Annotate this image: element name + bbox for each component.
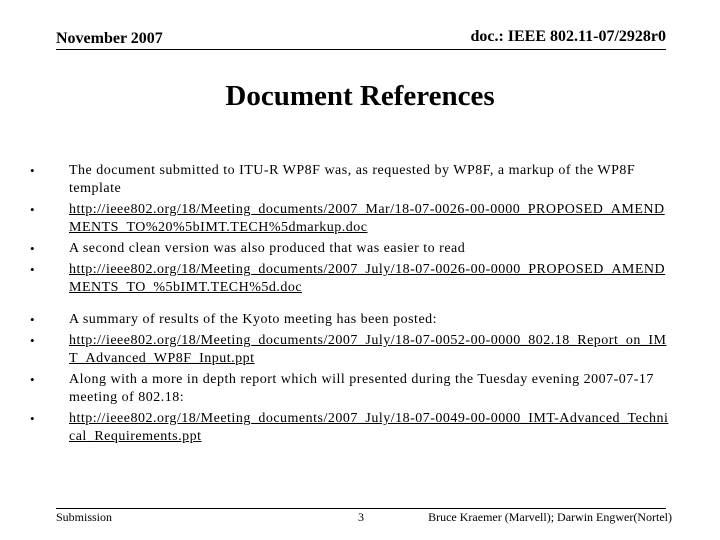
footer-authors: Bruce Kraemer (Marvell); Darwin Engwer(Nortel): [428, 510, 672, 524]
document-link[interactable]: http://ieee802.org/18/Meeting_documents/2007_July/18-07-0052-00-0000_802.18_Report_on_IMT_Advanced_WP8F_Input.ppt: [69, 333, 667, 366]
bullet-item: [30, 410, 670, 446]
bullet-text: The document submitted to ITU-R WP8F was, as requested by WP8F, a markup of the WP8F template: [69, 163, 636, 196]
bullet-item: [30, 201, 670, 237]
bullet-text: A second clean version was also produced that was easier to read: [69, 241, 466, 256]
slide-title: Document References: [225, 80, 495, 112]
footer-page-number: 3: [358, 510, 364, 524]
header-doc-id: doc.: IEEE 802.11-07/2928r0: [470, 28, 666, 45]
bullet-item: [30, 261, 670, 297]
bullet-item: [30, 240, 670, 258]
bullet-dot-icon: •: [30, 202, 36, 217]
bullet-dot-icon: •: [30, 262, 36, 277]
footer-submission: Submission: [56, 510, 113, 524]
header-date: November 2007: [56, 30, 163, 47]
bullet-item: [30, 311, 670, 329]
bullet-dot-icon: •: [30, 241, 36, 256]
bullet-dot-icon: •: [30, 312, 36, 327]
footer-rule: [56, 508, 666, 509]
bullet-text: Along with a more in depth report which will presented during the Tuesday evening 2007-07-17 meeting of 802.18:: [69, 372, 654, 405]
bullet-dot-icon: •: [30, 333, 36, 348]
document-link[interactable]: http://ieee802.org/18/Meeting_documents/2007_Mar/18-07-0026-00-0000_PROPOSED_AMENDMENTS_TO%20%5bIMT.TECH%5dmarkup.doc: [69, 202, 665, 235]
bullet-item: [30, 371, 670, 407]
bullet-dot-icon: •: [30, 372, 36, 387]
bullet-text: A summary of results of the Kyoto meeting has been posted:: [69, 312, 438, 327]
bullet-dot-icon: •: [30, 163, 36, 178]
header-rule: [56, 49, 666, 50]
bullet-item: [30, 332, 670, 368]
bullet-list: [30, 162, 670, 449]
document-link[interactable]: http://ieee802.org/18/Meeting_documents/2007_July/18-07-0049-00-0000_IMT-Advanced_Technical_Requirements.ppt: [69, 411, 669, 444]
bullet-dot-icon: •: [30, 411, 36, 426]
bullet-item: [30, 162, 670, 198]
document-link[interactable]: http://ieee802.org/18/Meeting_documents/2007_July/18-07-0026-00-0000_PROPOSED_AMENDMENTS_TO_%5bIMT.TECH%5d.doc: [69, 262, 666, 295]
